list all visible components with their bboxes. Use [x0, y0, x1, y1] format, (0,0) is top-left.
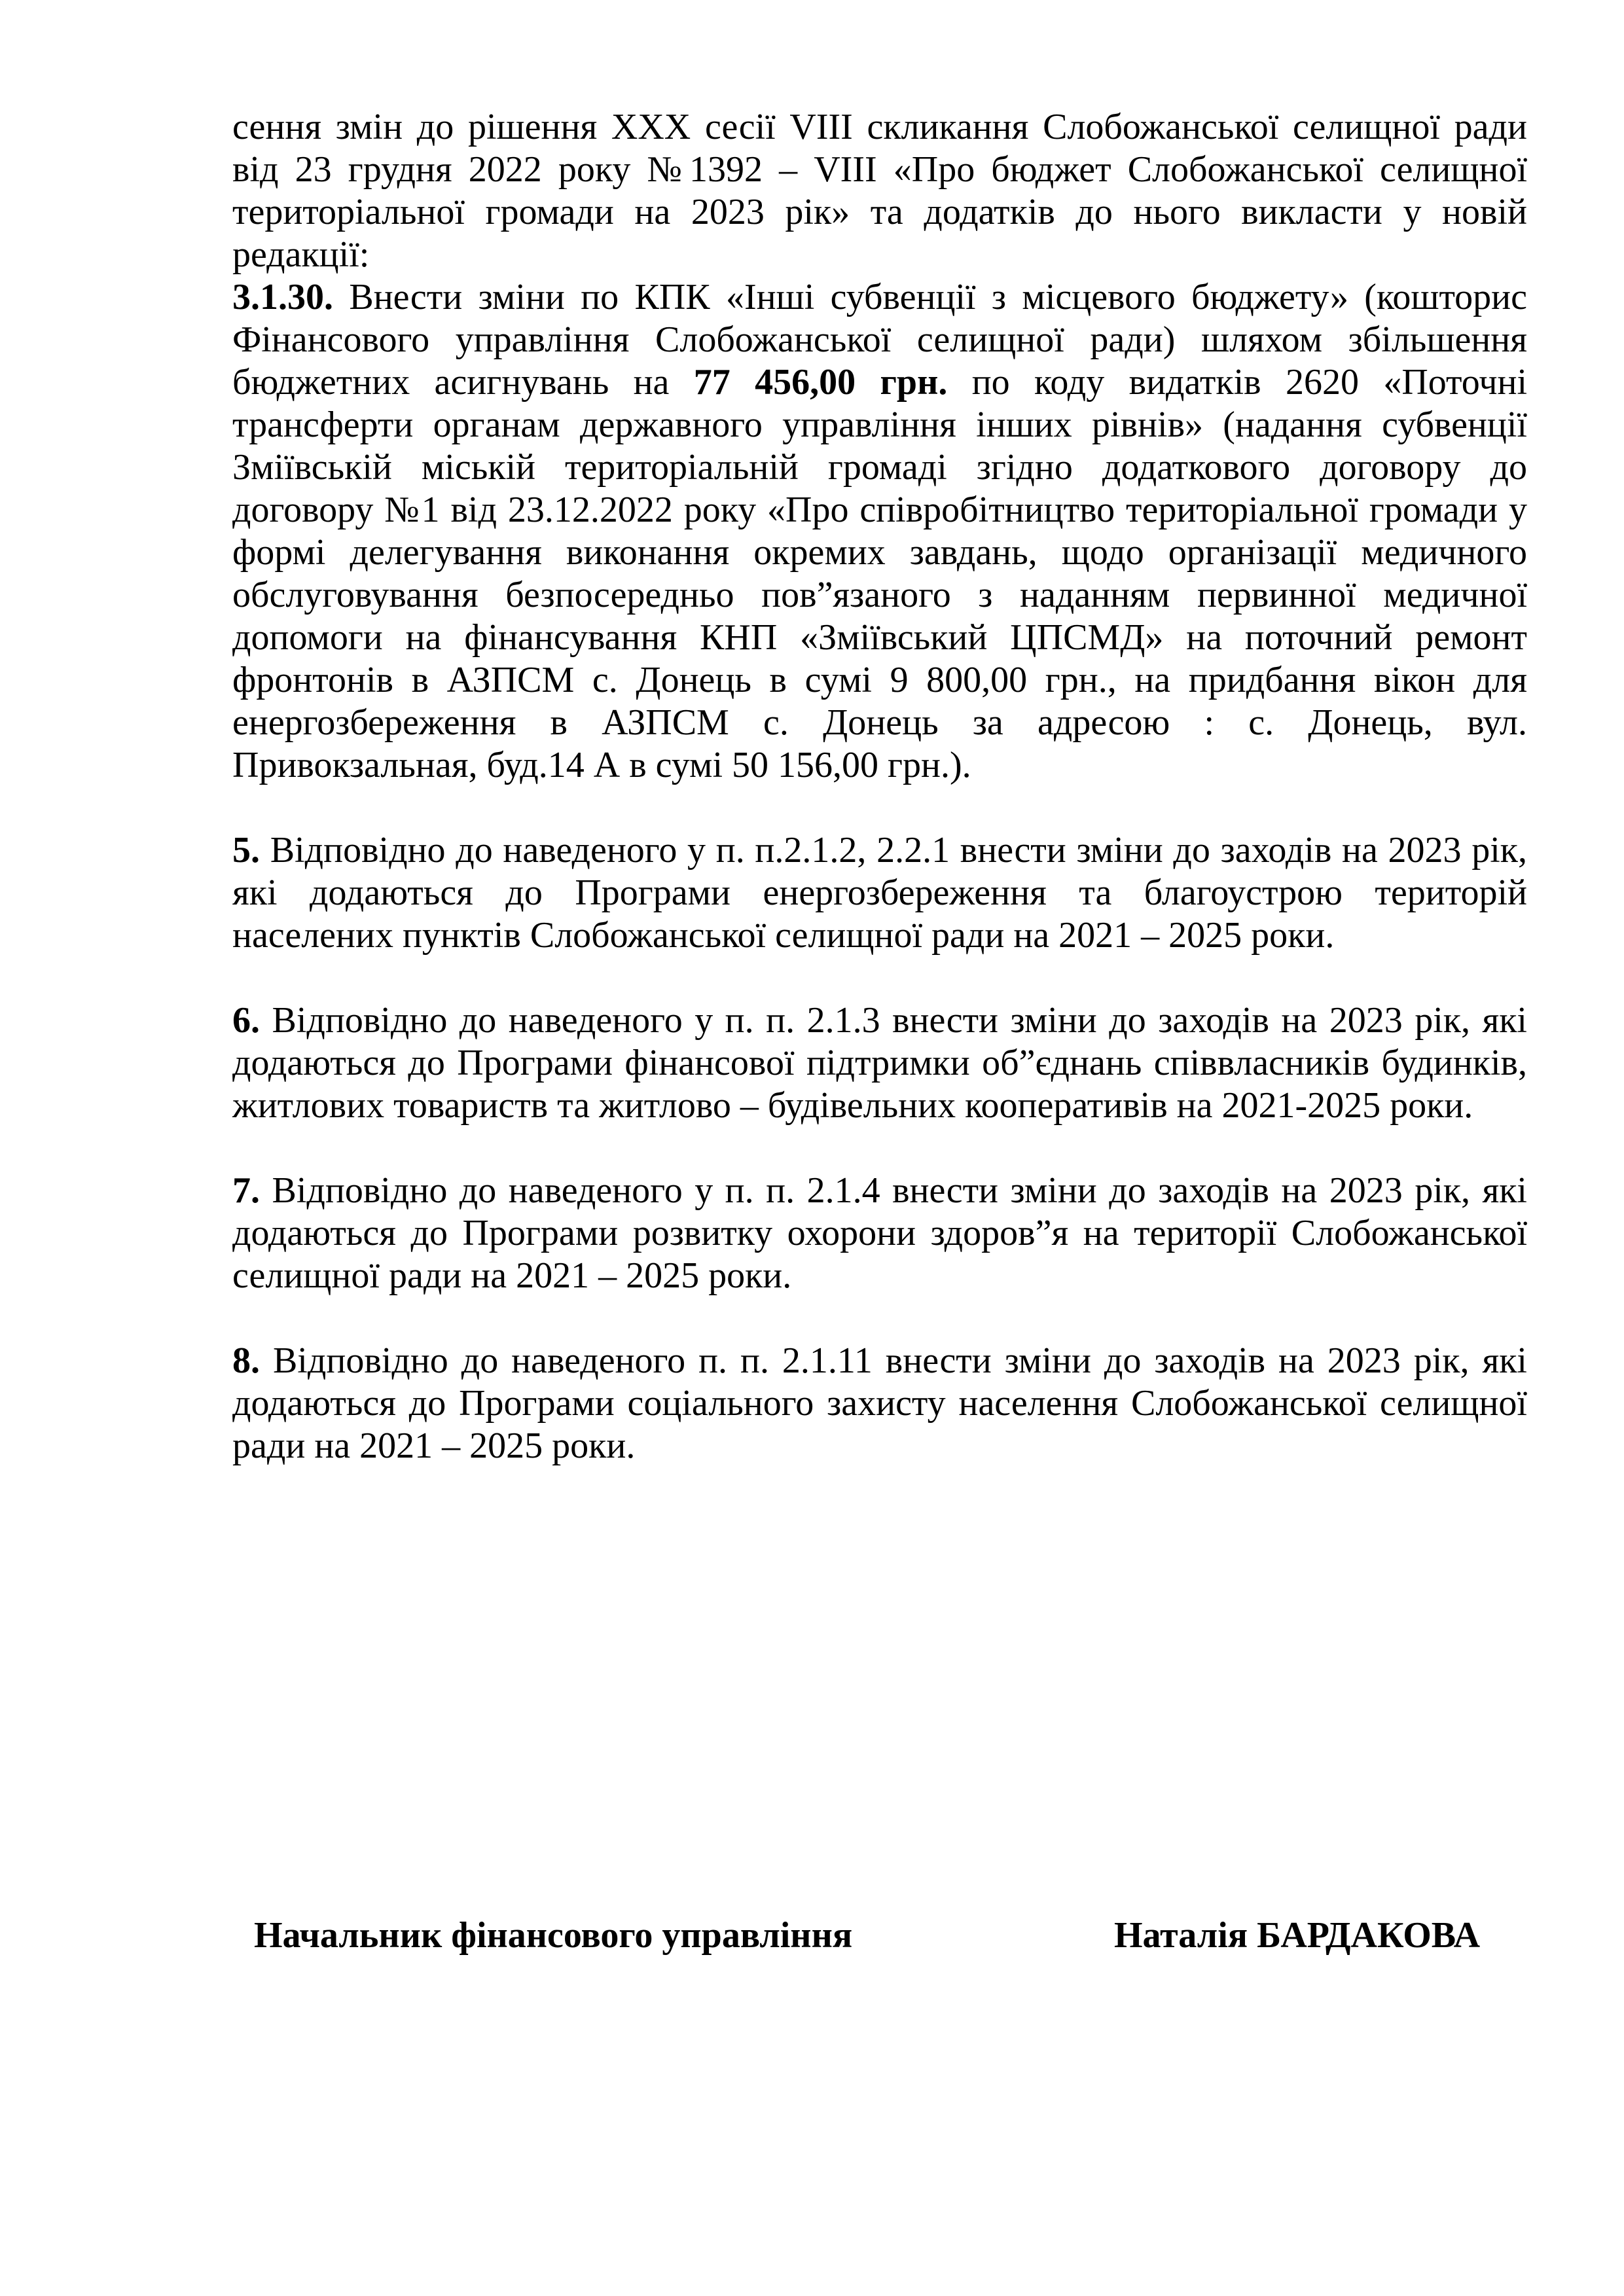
item-text: Відповідно до наведеного у п. п. 2.1.3 внести зміни до заходів на 2023 рік, які додаються до Програми фінансової підтримки об”єднань співвласників будинків, житлових товариств та житлово – будівельних кооперативів на 2021-2025 роки.	[232, 1000, 1527, 1126]
item-text: Відповідно до наведеного у п. п. 2.1.4 внести зміни до заходів на 2023 рік, які додаються до Програми розвитку охорони здоров”я на території Слобожанської селищної ради на 2021 – 2025 роки.	[232, 1170, 1527, 1296]
item-text: Відповідно до наведеного у п. п.2.1.2, 2.2.1 внести зміни до заходів на 2023 рік, які додаються до Програми енергозбереження та благоустрою територій населених пунктів Слобожанської селищної ради на 2021 – 2025 роки.	[232, 830, 1527, 956]
item-6	[232, 999, 1527, 1127]
item-7	[232, 1170, 1527, 1297]
intro-text: сення змін до рішення XXX сесії VIII скликання Слобожанської селищної ради від 23 грудня 2022 року №1392 – VIII «Про бюджет Слобожанської селищної територіальної громади на 2023 рік» та додатків до нього викласти у новій редакції:	[232, 107, 1527, 275]
item-3-1-30	[232, 276, 1527, 787]
item-8	[232, 1340, 1527, 1467]
item-text: Відповідно до наведеного п. п. 2.1.11 внести зміни до заходів на 2023 рік, які додаються до Програми соціального захисту населення Слобожанської селищної ради на 2021 – 2025 роки.	[232, 1340, 1527, 1466]
intro-paragraph	[232, 106, 1527, 276]
signatory-position: Начальник фінансового управління	[254, 1915, 853, 1956]
item-number: 5.	[232, 830, 260, 870]
item-number: 3.1.30.	[232, 277, 333, 317]
document-body	[232, 106, 1527, 1467]
item-amount: 77 456,00 грн.	[693, 362, 948, 403]
item-number: 7.	[232, 1170, 260, 1211]
signatory-name: Наталія БАРДАКОВА	[1114, 1915, 1481, 1956]
item-5	[232, 829, 1527, 957]
item-text-after-amount: по коду видатків 2620 «Поточні трансферти органам державного управління інших рівнів» (надання субвенції Зміївській міській територіальній громаді згідно додаткового договору до договору №1 від 23.12.2022 року «Про співробітництво територіальної громади у формі делегування виконання окремих завдань, щодо організації медичного обслуговування безпосередньо пов”язаного з наданням первинної медичної допомоги на фінансування КНП «Зміївський ЦПСМД» на поточний ремонт фронтонів в АЗПСМ с. Донець в сумі 9 800,00 грн., на придбання вікон для енергозбереження в АЗПСМ с. Донець за адресою : с. Донець, вул. Привокзальная, буд.14 А в сумі 50 156,00 грн.).	[232, 362, 1528, 785]
item-number: 6.	[232, 1000, 260, 1041]
signature-block	[0, 1914, 1624, 1967]
item-text-before-amount: Внести зміни по КПК «Інші субвенції з місцевого бюджету» (кошторис Фінансового управління Слобожанської селищної ради) шляхом збільшення бюджетних асигнувань на	[232, 277, 1527, 403]
item-number: 8.	[232, 1340, 260, 1381]
